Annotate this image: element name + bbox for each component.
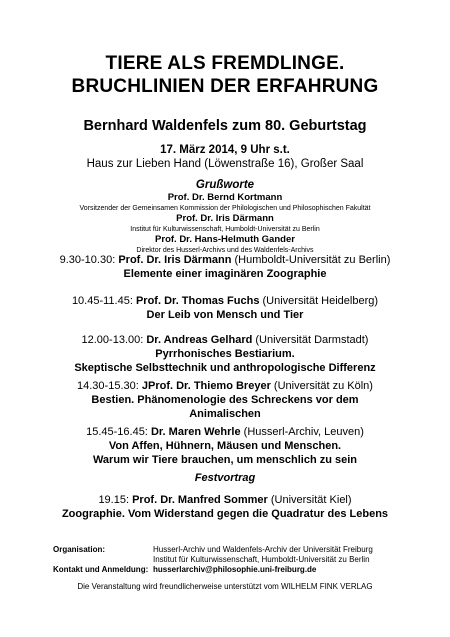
talk-item xyxy=(0,379,450,421)
sponsor-note: Die Veranstaltung wird freundlicherweise unterstützt vom WILHELM FINK VERLAG xyxy=(77,582,373,591)
talk-title: Warum wir Tiere brauchen, um menschlich zu sein xyxy=(92,454,358,466)
event-date-location xyxy=(0,143,450,171)
greeting-speaker-name: Prof. Dr. Hans-Helmuth Gander xyxy=(155,234,295,245)
talk-time: 9.30-10.30: xyxy=(59,254,116,266)
talk-item xyxy=(0,333,450,375)
talk-title: Skeptische Selbsttechnik und anthropologische Differenz xyxy=(74,362,376,374)
festvortrag-heading: Festvortrag xyxy=(194,472,256,484)
talk-header xyxy=(0,425,450,439)
talk-speaker: Dr. Maren Wehrle xyxy=(150,426,241,438)
greeting-speaker-role: Vorsitzender der Gemeinsamen Kommission der Philologischen und Philosophischen Fakultät xyxy=(79,205,371,212)
talk-speaker: JProf. Dr. Thiemo Breyer xyxy=(141,380,271,392)
greeting-speaker-name: Prof. Dr. Bernd Kortmann xyxy=(167,192,283,203)
event-subtitle: Bernhard Waldenfels zum 80. Geburtstag xyxy=(83,118,367,134)
talk-item xyxy=(0,425,450,467)
footer-info xyxy=(53,545,373,575)
talk-title: Der Leib von Mensch und Tier xyxy=(146,309,304,321)
talk-header xyxy=(0,294,450,308)
title-line-2: BRUCHLINIEN DER ERFAHRUNG xyxy=(71,76,379,97)
talk-title: Elemente einer imaginären Zoographie xyxy=(123,268,327,280)
talk-item xyxy=(0,294,450,322)
talk-title: Bestien. Phänomenologie des Schreckens vor dem xyxy=(91,394,359,406)
talk-affiliation: (Universität Heidelberg) xyxy=(262,295,379,307)
talk-speaker: Dr. Andreas Gelhard xyxy=(146,334,253,346)
talk-speaker: Prof. Dr. Iris Därmann xyxy=(118,254,232,266)
talk-affiliation: (Humboldt-Universität zu Berlin) xyxy=(234,254,391,266)
greeting-speaker-name: Prof. Dr. Iris Därmann xyxy=(176,213,274,224)
event-date: 17. März 2014, 9 Uhr s.t. xyxy=(160,144,290,156)
organisation-label: Organisation: xyxy=(53,545,106,554)
talk-item xyxy=(0,253,450,281)
greeting-speaker-role: Direktor des Husserl-Archivs und des Waldenfels-Archivs xyxy=(136,247,314,254)
contact-row xyxy=(53,565,373,575)
talk-time: 12.00-13.00: xyxy=(81,334,144,346)
contact-label: Kontakt und Anmeldung: xyxy=(53,565,149,574)
grussworte-section xyxy=(0,178,450,255)
talk-header xyxy=(0,253,450,267)
organisation-line: Husserl-Archiv und Waldenfels-Archiv der Universität Freiburg xyxy=(153,545,373,554)
talk-affiliation: (Universität Kiel) xyxy=(270,494,352,506)
talk-title: Von Affen, Hühnern, Mäusen und Menschen. xyxy=(108,440,342,452)
festvortrag-item xyxy=(0,493,450,521)
talk-affiliation: (Universität Darmstadt) xyxy=(255,334,369,346)
grussworte-heading: Grußworte xyxy=(195,179,255,191)
talk-time: 19.15: xyxy=(98,494,130,506)
talk-affiliation: (Husserl-Archiv, Leuven) xyxy=(243,426,364,438)
event-title xyxy=(0,52,450,98)
talk-speaker: Prof. Dr. Thomas Fuchs xyxy=(135,295,260,307)
event-location: Haus zur Lieben Hand (Löwenstraße 16), Großer Saal xyxy=(86,158,364,170)
title-line-1: TIERE ALS FREMDLINGE. xyxy=(105,53,345,74)
talk-affiliation: (Universität zu Köln) xyxy=(273,380,373,392)
organisation-row xyxy=(53,545,373,565)
organisation-line: Institut für Kulturwissenschaft, Humboldt-Universität zu Berlin xyxy=(153,555,370,564)
talk-time: 15.45-16.45: xyxy=(86,426,148,438)
talk-time: 14.30-15.30: xyxy=(77,380,139,392)
greeting-speaker-role: Institut für Kulturwissenschaft, Humboldt-Universität zu Berlin xyxy=(130,226,320,233)
talk-header xyxy=(0,333,450,347)
talk-time: 10.45-11.45: xyxy=(71,295,133,307)
talk-header xyxy=(0,493,450,507)
talk-title: Zoographie. Vom Widerstand gegen die Quadratur des Lebens xyxy=(61,508,389,520)
talk-header xyxy=(0,379,450,393)
talk-title: Pyrrhonisches Bestiarium. xyxy=(155,348,295,360)
contact-email-link[interactable]: husserlarchiv@philosophie.uni-freiburg.de xyxy=(153,565,317,574)
talk-title: Animalischen xyxy=(189,408,261,420)
talk-speaker: Prof. Dr. Manfred Sommer xyxy=(132,494,268,506)
